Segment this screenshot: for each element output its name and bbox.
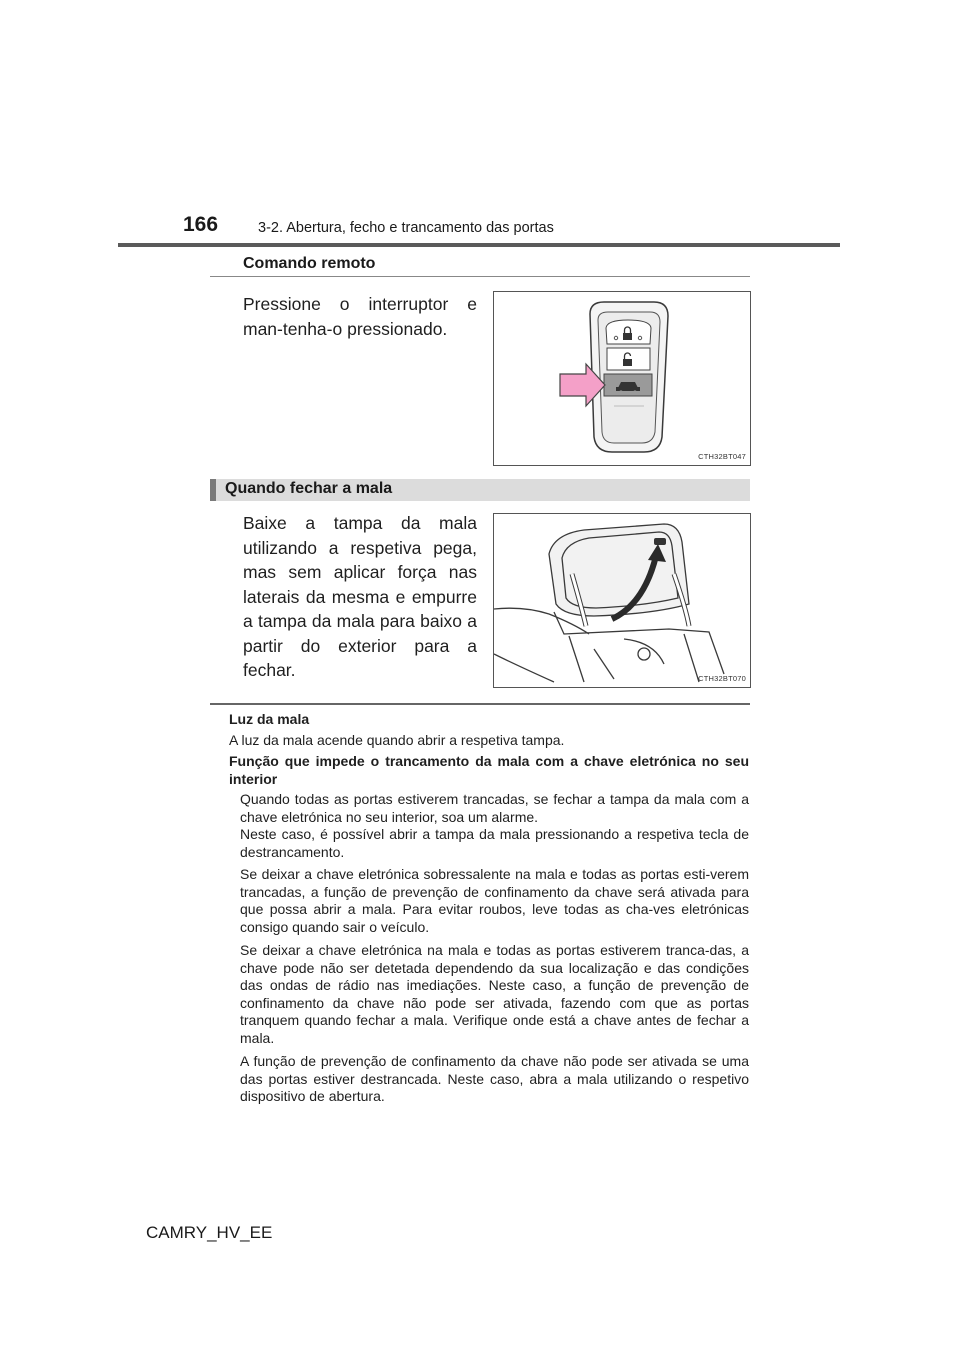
note-paragraph: Se deixar a chave eletrónica na mala e todas as portas estiverem tranca-das, a chave pode não ser detetada dependendo da sua localização e das condições das ondas de rádio nas imediações. Neste caso, a função de prevenção de confinamento da chave não pode ser ativada, fazendo com que as portas tranquem quando fechar a mala. Verifique onde está a chave antes de fechar a mala.: [240, 942, 749, 1046]
trunk-close-paragraph: Baixe a tampa da mala utilizando a respetiva pega, mas sem aplicar força nas laterais da mesma e empurre a tampa da mala para baixo a partir do exterior para a fechar.: [243, 513, 477, 680]
remote-key-figure: [493, 291, 751, 466]
note-text-trunk-light: A luz da mala acende quando abrir a respetiva tampa.: [229, 732, 565, 748]
figure-code: CTH32BT047: [698, 452, 746, 461]
note-title-trunk-light: Luz da mala: [229, 711, 310, 727]
subsection-heading: Quando fechar a mala: [225, 480, 393, 497]
trunk-close-figure: [493, 513, 751, 688]
section-divider: [210, 276, 750, 277]
note-paragraph: A função de prevenção de confinamento da chave não pode ser ativada se uma das portas estiver destrancada. Neste caso, abra a mala utilizando o respetivo dispositivo de abertura.: [240, 1053, 749, 1104]
figure-code: CTH32BT070: [698, 674, 746, 683]
trunk-illustration: [494, 514, 750, 687]
page-number: 166: [183, 213, 219, 236]
note-paragraph: Se deixar a chave eletrónica sobressalente na mala e todas as portas esti-verem trancadas, a função de prevenção de confinamento da chave será ativada para que possa abrir a mala. Para evitar roubos, leve todas as cha-ves eletrónicas consigo quando sair o veículo.: [240, 866, 749, 935]
heading-accent: [210, 479, 216, 501]
remote-key-illustration: [494, 292, 750, 465]
notes-divider: [210, 703, 750, 705]
note-paragraph: Neste caso, é possível abrir a tampa da mala pressionando a respetiva tecla de destrancamento.: [240, 826, 749, 860]
chapter-title: 3-2. Abertura, fecho e trancamento das portas: [258, 220, 554, 236]
note-paragraph: Quando todas as portas estiverem trancadas, se fechar a tampa da mala com a chave eletrónica no seu interior, soa um alarme.: [240, 791, 749, 825]
subsection-heading-bar: [210, 479, 750, 501]
model-code: CAMRY_HV_EE: [146, 1223, 273, 1242]
intro-paragraph: Pressione o interruptor e man-tenha-o pressionado.: [243, 294, 477, 339]
section-heading: Comando remoto: [243, 255, 376, 272]
note-title-key-lock-prevention: Função que impede o trancamento da mala com a chave eletrónica no seu interior: [229, 753, 749, 787]
header-divider: [118, 243, 840, 247]
